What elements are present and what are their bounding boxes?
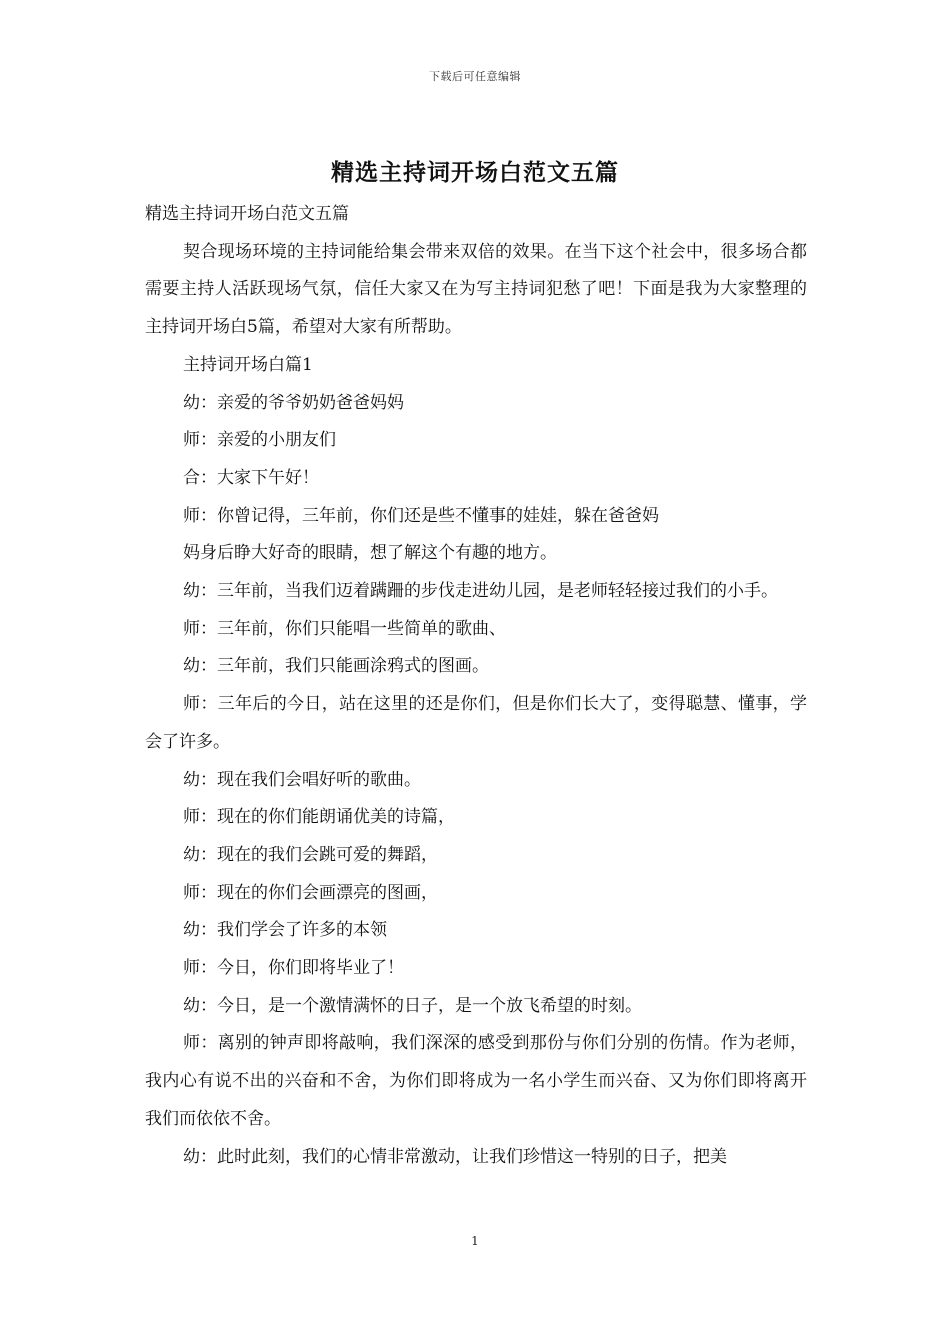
dialogue-line: 师：现在的你们会画漂亮的图画， <box>183 882 438 903</box>
dialogue-line: 幼：今日，是一个激情满怀的日子，是一个放飞希望的时刻。 <box>183 995 642 1016</box>
document-title: 精选主持词开场白范文五篇 <box>331 159 619 186</box>
intro-paragraph: 契合现场环境的主持词能给集会带来双倍的效果。在当下这个社会中，很多场合都需要主持人活跃现场气氛，信任大家又在为写主持词犯愁了吧！下面是我为大家整理的主持词开场白5篇，希望对大家有所帮助。 <box>145 241 807 338</box>
dialogue-line: 师：亲爱的小朋友们 <box>183 430 336 451</box>
page-number: 1 <box>471 1234 479 1248</box>
dialogue-line: 幼：亲爱的爷爷奶奶爸爸妈妈 <box>183 392 404 413</box>
dialogue-line: 幼：我们学会了许多的本领 <box>183 920 387 941</box>
dialogue-line: 幼：此时此刻，我们的心情非常激动，让我们珍惜这一特别的日子，把美 <box>183 1146 727 1167</box>
dialogue-line: 师：离别的钟声即将敲响，我们深深的感受到那份与你们分别的伤情。作为老师，我内心有说不出的兴奋和不舍，为你们即将成为一名小学生而兴奋、又为你们即将离开我们而依依不舍。 <box>145 1033 807 1129</box>
dialogue-line: 合：大家下午好！ <box>183 467 319 488</box>
dialogue-line: 师：三年前，你们只能唱一些简单的歌曲、 <box>183 618 506 639</box>
dialogue-line: 妈身后睁大好奇的眼睛，想了解这个有趣的地方。 <box>183 543 557 564</box>
section-heading: 主持词开场白篇1 <box>183 354 313 375</box>
subtitle-paragraph: 精选主持词开场白范文五篇 <box>145 204 349 224</box>
dialogue-line: 师：三年后的今日，站在这里的还是你们，但是你们长大了，变得聪慧、懂事，学会了许多。 <box>145 694 807 752</box>
dialogue-line: 幼：三年前，当我们迈着蹒跚的步伐走进幼儿园，是老师轻轻接过我们的小手。 <box>183 581 778 602</box>
document-body <box>145 196 807 1176</box>
dialogue-line: 幼：三年前，我们只能画涂鸦式的图画。 <box>183 656 489 677</box>
header-note: 下载后可任意编辑 <box>429 70 521 83</box>
dialogue-line: 师：你曾记得，三年前，你们还是些不懂事的娃娃，躲在爸爸妈 <box>183 505 659 526</box>
dialogue-line: 幼：现在的我们会跳可爱的舞蹈， <box>183 844 438 865</box>
dialogue-line: 幼：现在我们会唱好听的歌曲。 <box>183 769 421 790</box>
dialogue-line: 师：现在的你们能朗诵优美的诗篇， <box>183 807 455 828</box>
dialogue-line: 师：今日，你们即将毕业了！ <box>183 958 404 979</box>
